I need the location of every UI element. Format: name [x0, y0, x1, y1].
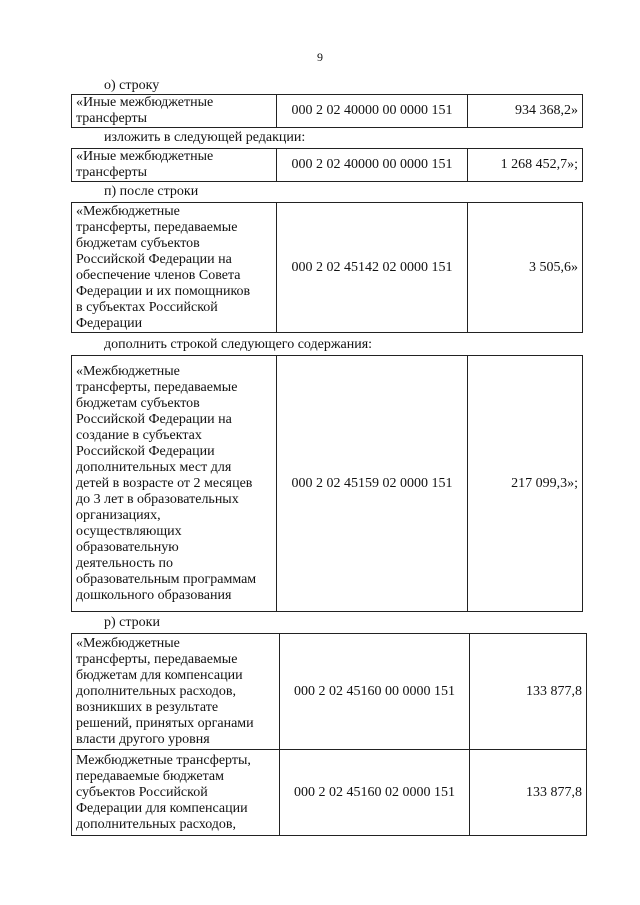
row-name-line: бюджетам для компенсации: [76, 667, 243, 683]
row-amount-cell: 1 268 452,7»;: [468, 149, 583, 182]
row-name-line: Российской Федерации на: [76, 411, 232, 427]
row-name-line: обеспечение членов Совета: [76, 267, 241, 283]
row-name-line: Федерации и их помощников: [76, 283, 251, 299]
row-name-line: дошкольного образования: [76, 587, 232, 603]
row-code-cell: 000 2 02 40000 00 0000 151: [277, 149, 468, 182]
row-name-line: бюджетам субъектов: [76, 395, 200, 411]
row-name-line: власти другого уровня: [76, 731, 210, 747]
row-amount-cell: 133 877,8: [470, 750, 587, 836]
row-amount-cell: 934 368,2»: [468, 95, 583, 128]
row-name-line: «Межбюджетные: [76, 635, 180, 651]
caption-add-row: дополнить строкой следующего содержания:: [104, 337, 373, 352]
row-name-line: «Межбюджетные: [76, 363, 180, 379]
row-name-line: в субъектах Российской: [76, 299, 218, 315]
table-row: [72, 750, 587, 836]
row-amount-cell: 3 505,6»: [468, 203, 583, 333]
row-amount-cell: 133 877,8: [470, 634, 587, 750]
row-name-cell: [72, 634, 280, 750]
row-name-cell: [72, 203, 277, 333]
row-name-cell: [72, 750, 280, 836]
table-compensation-rows: [71, 633, 587, 836]
row-name-line: трансферты, передаваемые: [76, 379, 238, 395]
row-name-line: деятельность по: [76, 555, 174, 571]
row-name-cell: [72, 149, 277, 182]
row-name-line: осуществляющих: [76, 523, 182, 539]
row-name-line: возникших в результате: [76, 699, 219, 715]
row-name-line: передаваемые бюджетам: [76, 768, 224, 784]
row-name-line: Федерации: [76, 315, 143, 331]
row-name-line: бюджетам субъектов: [76, 235, 200, 251]
caption-o-row: о) строку: [104, 78, 160, 93]
row-name-cell: [72, 95, 277, 128]
row-code-cell: 000 2 02 45159 02 0000 151: [277, 356, 468, 612]
table-row: [72, 203, 583, 333]
row-name-line: дополнительных расходов,: [76, 816, 237, 832]
row-code-cell: 000 2 02 45142 02 0000 151: [277, 203, 468, 333]
row-name-line: трансферты: [76, 165, 148, 180]
row-name-line: создание в субъектах: [76, 427, 202, 443]
table-federation-council: [71, 202, 583, 333]
row-name-line: дополнительных расходов,: [76, 683, 237, 699]
row-name-line: «Иные межбюджетные: [76, 95, 214, 110]
row-name-line: решений, принятых органами: [76, 715, 254, 731]
row-name-line: Федерации для компенсации: [76, 800, 248, 816]
row-code-cell: 000 2 02 45160 02 0000 151: [280, 750, 470, 836]
caption-r-rows: р) строки: [104, 615, 160, 630]
row-name-line: до 3 лет в образовательных: [76, 491, 239, 507]
table-new-other-transfers: [71, 148, 583, 182]
caption-p-after-row: п) после строки: [104, 184, 199, 199]
row-name-line: Российской Федерации: [76, 443, 215, 459]
row-amount-cell: 217 099,3»;: [468, 356, 583, 612]
row-name-line: трансферты, передаваемые: [76, 651, 238, 667]
row-name-line: трансферты: [76, 111, 148, 126]
page-number: 9: [317, 50, 323, 64]
row-name-cell: [72, 356, 277, 612]
table-row: [72, 149, 583, 182]
row-name-line: образовательную: [76, 539, 179, 555]
table-row: [72, 356, 583, 612]
row-name-line: субъектов Российской: [76, 784, 208, 800]
row-code-cell: 000 2 02 45160 00 0000 151: [280, 634, 470, 750]
table-old-other-transfers: [71, 94, 583, 128]
row-name-line: образовательным программам: [76, 571, 257, 587]
table-preschool-places: [71, 355, 583, 612]
row-name-line: организациях,: [76, 507, 161, 523]
caption-replace: изложить в следующей редакции:: [104, 130, 306, 145]
row-name-line: Межбюджетные трансферты,: [76, 752, 251, 768]
row-name-line: дополнительных мест для: [76, 459, 232, 475]
row-name-line: Российской Федерации на: [76, 251, 232, 267]
row-code-cell: 000 2 02 40000 00 0000 151: [277, 95, 468, 128]
row-name-line: трансферты, передаваемые: [76, 219, 238, 235]
row-name-line: «Межбюджетные: [76, 203, 180, 219]
row-name-line: «Иные межбюджетные: [76, 149, 214, 164]
table-row: [72, 95, 583, 128]
row-name-line: детей в возрасте от 2 месяцев: [76, 475, 253, 491]
table-row: [72, 634, 587, 750]
